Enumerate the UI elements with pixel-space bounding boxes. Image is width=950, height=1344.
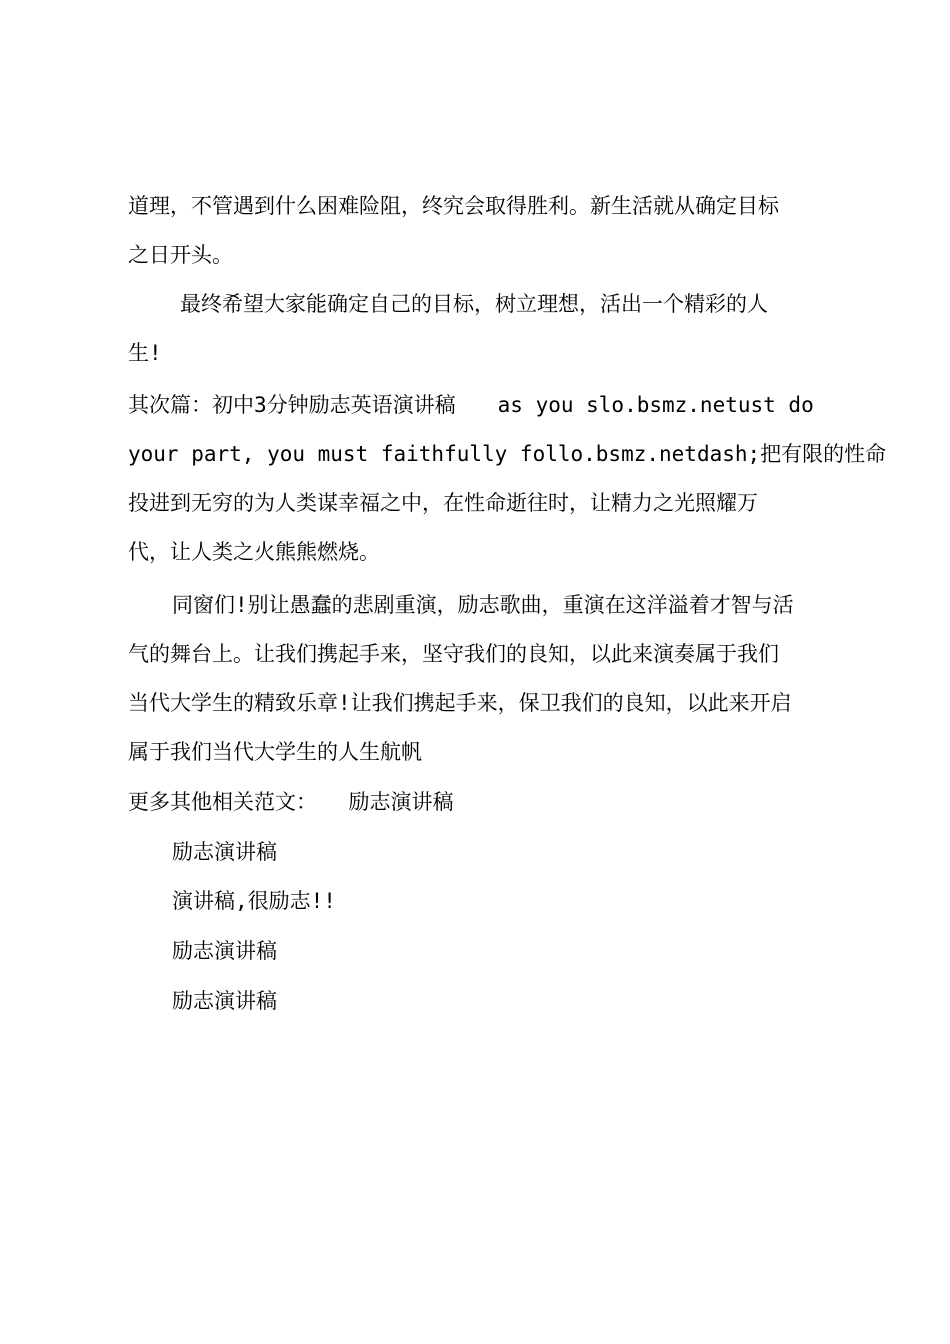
paragraph3-line4: 属于我们当代大学生的人生航帆 bbox=[128, 740, 422, 764]
paragraph1-line2: 之日开头。 bbox=[128, 243, 233, 267]
paragraph2-line1: 最终希望大家能确定自己的目标，树立理想，活出一个精彩的人 bbox=[180, 292, 768, 316]
related-link[interactable]: 励志演讲稿 bbox=[172, 989, 277, 1013]
related-link[interactable]: 演讲稿,很励志!! bbox=[172, 889, 336, 913]
paragraph3-line2: 气的舞台上。让我们携起手来，坚守我们的良知，以此来演奏属于我们 bbox=[128, 642, 779, 666]
paragraph3-line1: 同窗们!别让愚蠢的悲剧重演，励志歌曲，重演在这洋溢着才智与活 bbox=[172, 593, 794, 617]
section2-line3: 投进到无穷的为人类谋幸福之中，在性命逝往时，让精力之光照耀万 bbox=[128, 491, 758, 515]
section2-line4: 代，让人类之火熊熊燃烧。 bbox=[128, 540, 380, 564]
paragraph3-line3: 当代大学生的精致乐章!让我们携起手来，保卫我们的良知，以此来开启 bbox=[128, 691, 792, 715]
paragraph1-line1: 道理，不管遇到什么困难险阻，终究会取得胜利。新生活就从确定目标 bbox=[128, 194, 779, 218]
related-label: 更多其他相关范文： 励志演讲稿 bbox=[128, 790, 454, 814]
section2-heading-line1: 其次篇：初中3分钟励志英语演讲稿 as you slo.bsmz.netust do bbox=[128, 393, 814, 417]
section2-line2: your part, you must faithfully follo.bsmz.netdash;把有限的性命 bbox=[128, 442, 887, 466]
paragraph2-line2: 生! bbox=[128, 341, 162, 365]
related-link[interactable]: 励志演讲稿 bbox=[172, 840, 277, 864]
related-link[interactable]: 励志演讲稿 bbox=[172, 939, 277, 963]
